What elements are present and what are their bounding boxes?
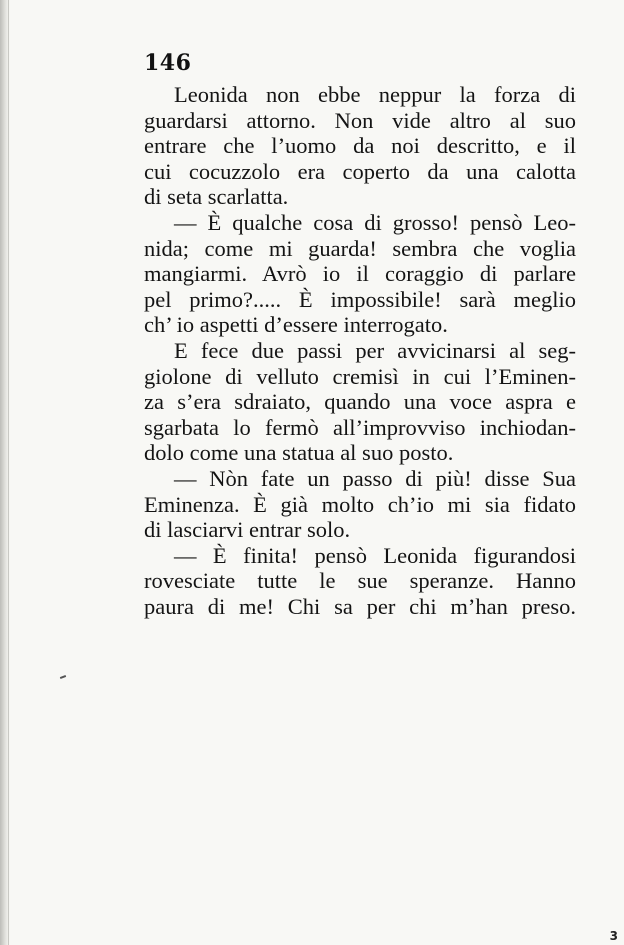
text-line: Eminenza. È già molto ch’io mi sia fidato (144, 491, 576, 517)
corner-mark: 3 (609, 929, 618, 943)
page-edge (8, 0, 9, 945)
stray-mark (60, 675, 66, 679)
text-line: — È qualche cosa di grosso! pensò Leo- (174, 209, 576, 235)
text-line: cui cocuzzolo era coperto da una calotta (144, 158, 576, 184)
text-line: — Nòn fate un passo di più! disse Sua (174, 465, 576, 491)
text-line: dolo come una statua al suo posto. (144, 440, 454, 466)
text-line: mangiarmi. Avrò io il coraggio di parlare (144, 261, 576, 287)
body-text (144, 82, 576, 619)
text-line: paura di me! Chi sa per chi m’han preso. (144, 593, 576, 619)
text-line: Leonida non ebbe neppur la forza di (174, 82, 576, 107)
page-number: 146 (144, 50, 192, 76)
text-line: E fece due passi per avvicinarsi al seg- (174, 337, 576, 363)
text-line: — È finita! pensò Leonida figurandosi (174, 542, 576, 568)
text-line: entrare che l’uomo da noi descritto, e il (144, 133, 576, 159)
text-line: di lasciarvi entrar solo. (144, 517, 351, 543)
text-line: nida; come mi guarda! sembra che voglia (144, 235, 576, 261)
text-line: sgarbata lo fermò all’improvviso inchiodan- (144, 414, 576, 440)
text-line: ch’ io aspetti d’essere interrogato. (144, 312, 448, 338)
text-line: pel primo?..... È impossibile! sarà meglio (144, 286, 576, 312)
text-line: rovesciate tutte le sue speranze. Hanno (144, 568, 576, 594)
text-line: za s’era sdraiato, quando una voce aspra e (144, 389, 576, 415)
text-line: guardarsi attorno. Non vide altro al suo (144, 107, 576, 133)
text-line: di seta scarlatta. (144, 184, 289, 210)
text-line: giolone di velluto cremisì in cui l’Eminen- (144, 363, 576, 389)
